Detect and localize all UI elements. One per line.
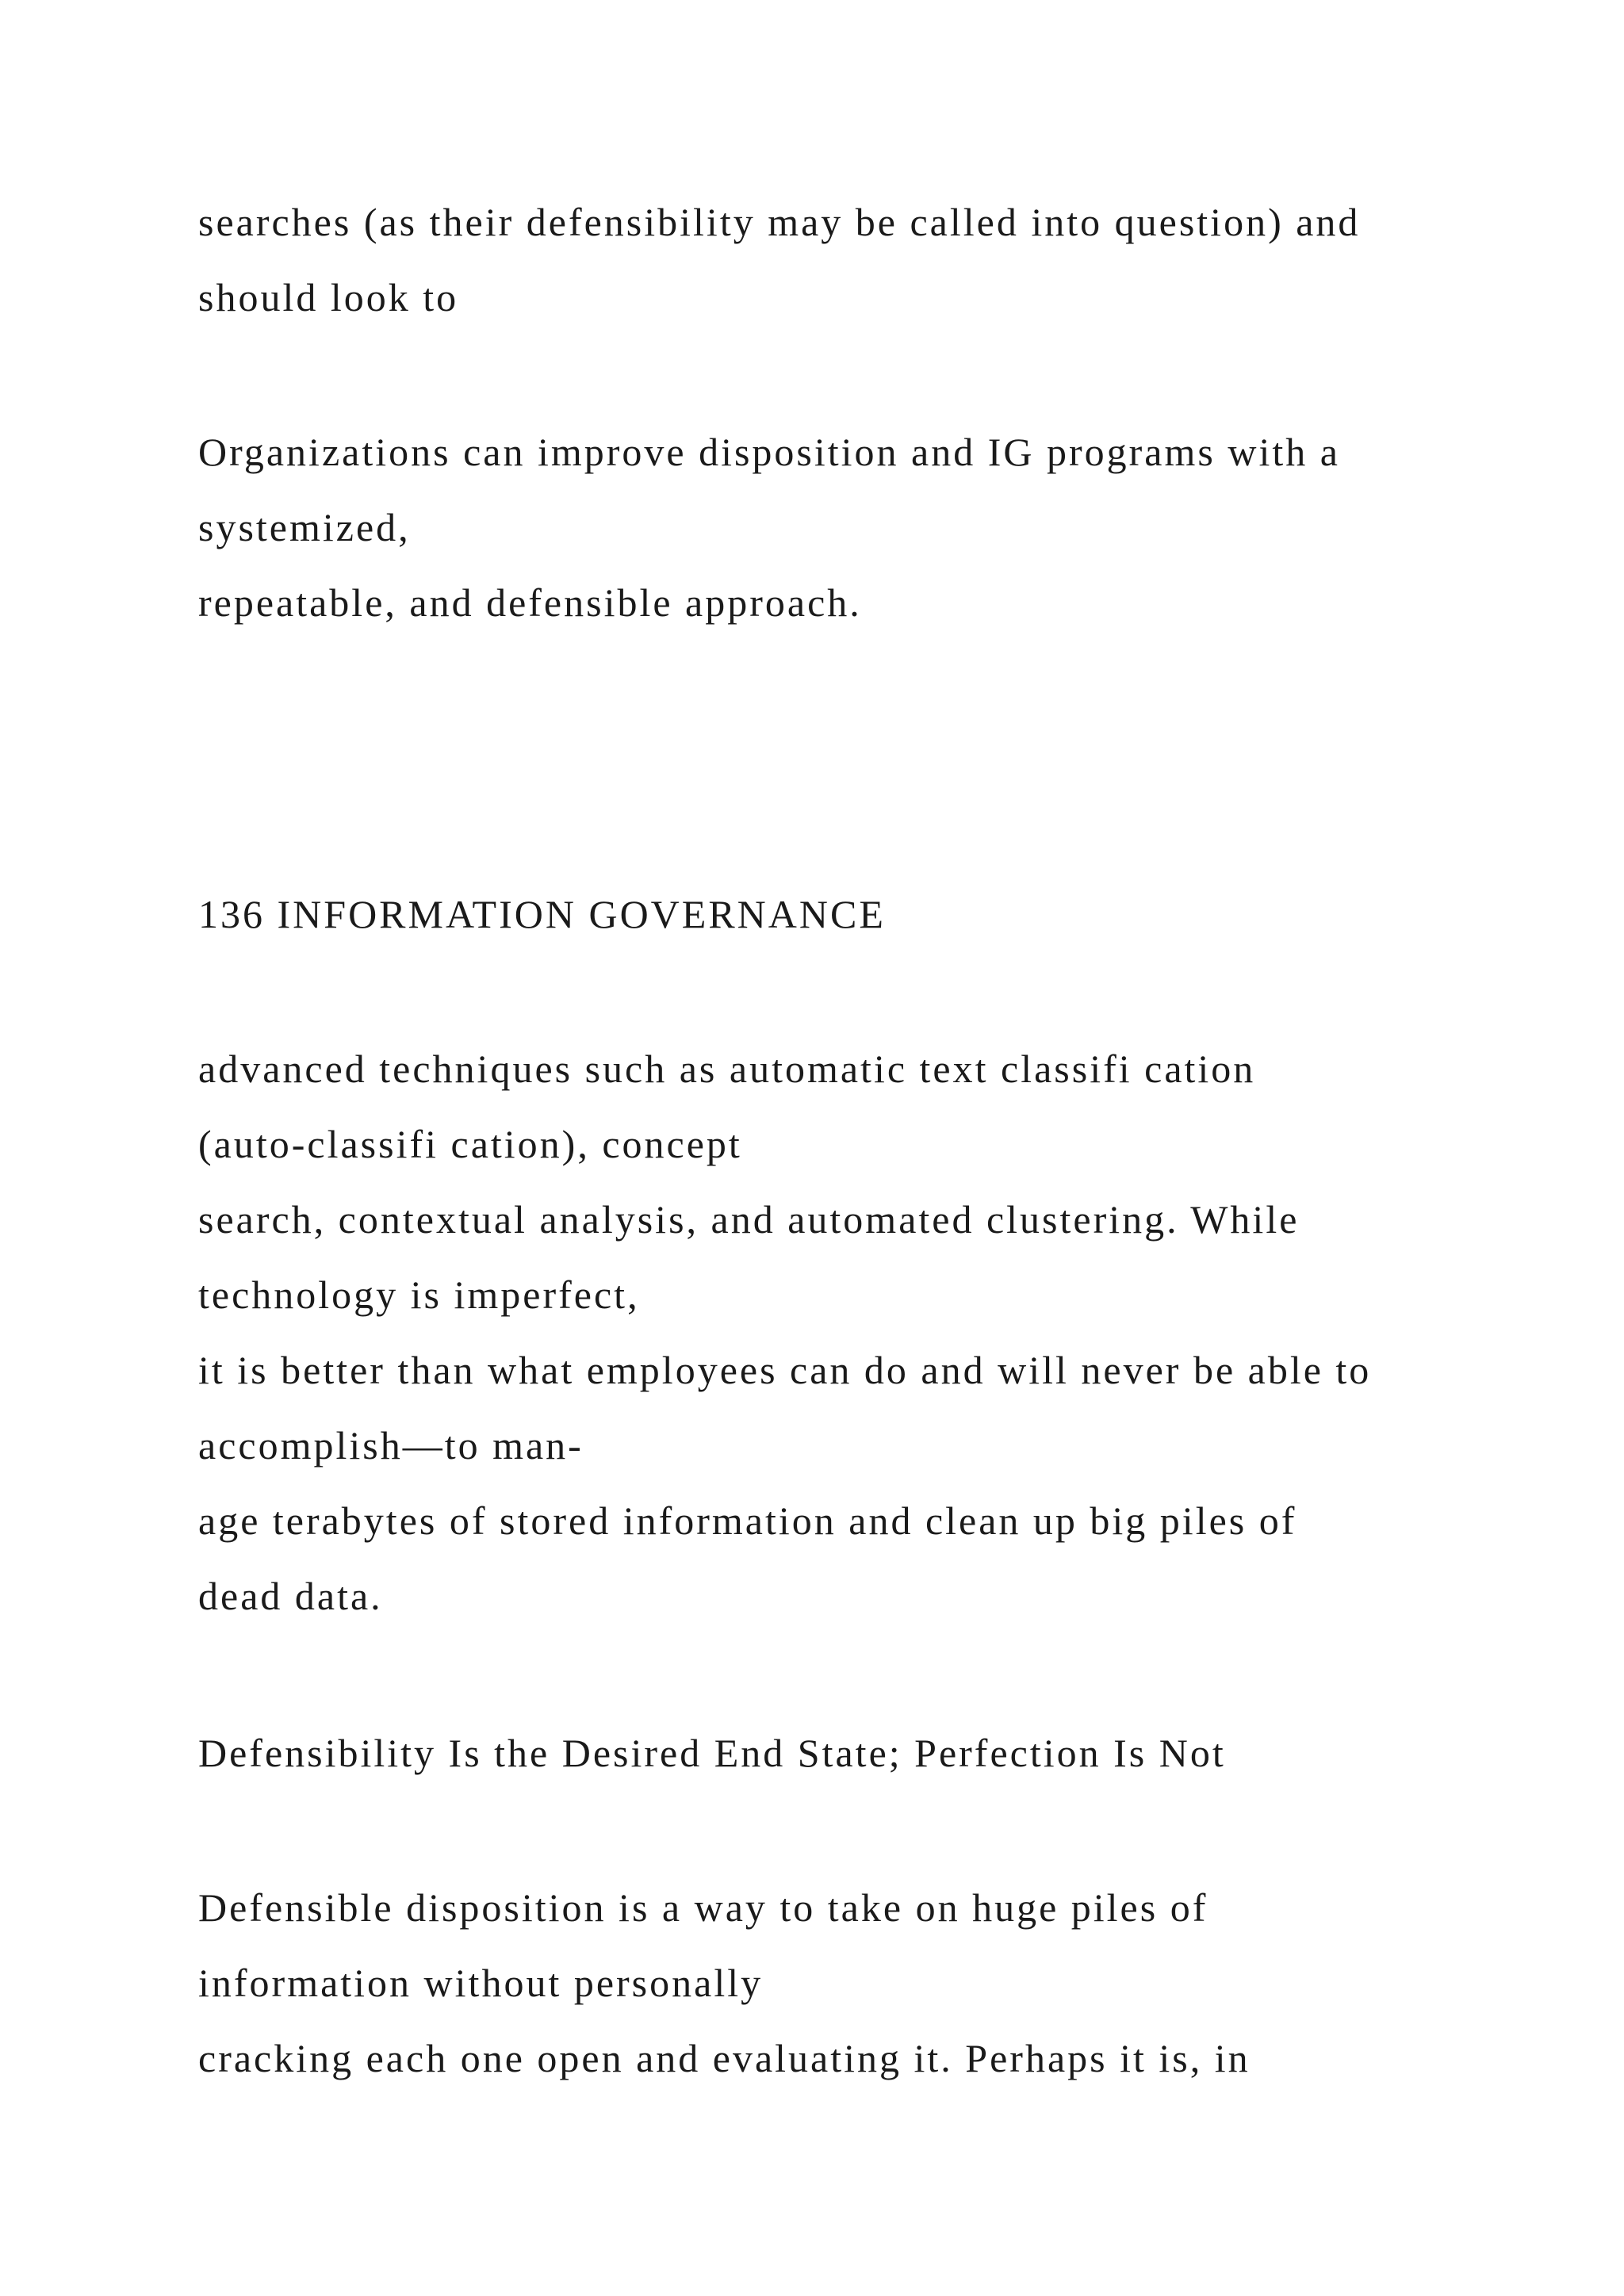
running-header <box>198 877 1546 952</box>
text-line: cracking each one open and evaluating it. Perhaps it is, in <box>198 2036 1251 2080</box>
text-line: technology is imperfect, <box>198 1272 640 1317</box>
page-header: 136 INFORMATION GOVERNANCE <box>198 892 886 936</box>
text-line: Defensible disposition is a way to take on huge piles of <box>198 1885 1208 1930</box>
text-line: Organizations can improve disposition and IG programs with a <box>198 430 1340 474</box>
paragraph-defensible-disposition <box>198 1870 1546 2096</box>
paragraph-organizations <box>198 415 1546 641</box>
paragraph-advanced-techniques <box>198 1031 1546 1634</box>
text-line: information without personally <box>198 1961 764 2005</box>
text-line: (auto-classifi cation), concept <box>198 1122 742 1166</box>
text-line: systemized, <box>198 505 411 549</box>
text-line: advanced techniques such as automatic text classifi cation <box>198 1047 1256 1091</box>
section-heading <box>198 1716 1546 1791</box>
text-line: search, contextual analysis, and automated clustering. While <box>198 1197 1300 1242</box>
text-line: accomplish—to man- <box>198 1423 584 1468</box>
text-line: repeatable, and defensible approach. <box>198 580 862 625</box>
text-line: it is better than what employees can do and will never be able to <box>198 1348 1372 1392</box>
section-title: Defensibility Is the Desired End State; Perfection Is Not <box>198 1731 1226 1775</box>
text-line: dead data. <box>198 1574 383 1618</box>
text-line: age terabytes of stored information and clean up big piles of <box>198 1498 1297 1543</box>
paragraph-searches <box>198 185 1546 335</box>
text-line: should look to <box>198 275 459 320</box>
text-line: searches (as their defensibility may be called into question) and <box>198 200 1361 244</box>
